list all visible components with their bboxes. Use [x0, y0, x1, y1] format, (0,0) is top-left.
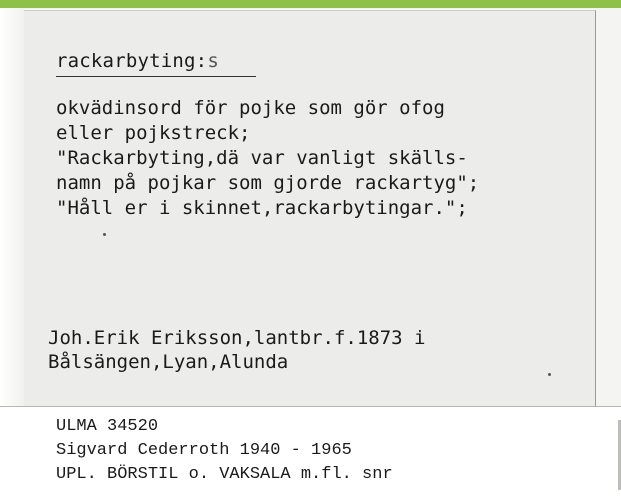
ink-speck [103, 233, 106, 236]
definition-block [56, 96, 479, 221]
definition-line: namn på pojkar som gjorde rackartyg"; [56, 172, 480, 194]
archive-id: ULMA 34520 [56, 417, 159, 436]
ink-speck [548, 373, 551, 376]
archive-footer [0, 406, 621, 498]
location: UPL. BÖRSTIL o. VAKSALA m.fl. snr [56, 465, 393, 484]
informant-block [48, 326, 426, 374]
card-margin [0, 8, 24, 408]
headword-suffix: s [207, 50, 219, 72]
top-color-strip [0, 0, 621, 8]
headword [56, 50, 219, 72]
definition-line: "Rackarbyting,dä var vanligt skälls- [56, 147, 468, 169]
collector: Sigvard Cederroth 1940 - 1965 [56, 441, 352, 460]
headword-text: rackarbyting: [56, 50, 208, 72]
informant-line: Bålsängen,Lyan,Alunda [48, 351, 289, 373]
definition-line: okvädinsord för pojke som gör ofog [56, 97, 445, 119]
definition-line: "Håll er i skinnet,rackarbytingar."; [56, 197, 468, 219]
informant-line: Joh.Erik Eriksson,lantbr.f.1873 i [48, 327, 426, 349]
headword-underline [56, 76, 256, 77]
definition-line: eller pojkstreck; [56, 122, 251, 144]
